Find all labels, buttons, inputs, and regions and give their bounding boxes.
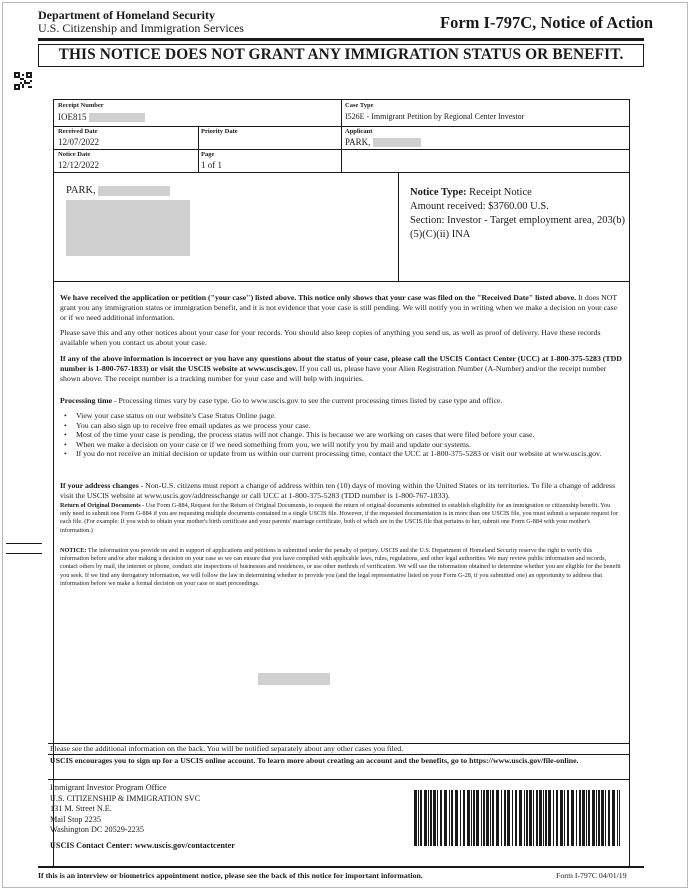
notice-date-value: 12/12/2022 [58,160,100,170]
paragraph-notice-bold: NOTICE: [60,547,87,554]
notice-date-label: Notice Date [58,151,91,158]
notice-type-value: Receipt Notice [469,187,532,198]
list-item: • You can also sign up to receive free email updates as we process your case. [62,421,618,431]
footer-rule [48,754,630,755]
paragraph-notice-rest: The information you provide on and in support of applications and petitions is submitted under the penalty of perjury. USCIS and the U.S. Department of Homeland Security reserve the right to verify this information before and/or after making a decision on your case so we can ensure that you have complied with applicable laws, rules, regulations, and other legal authorities. We may review public information and records, contact others by mail, the internet or phone, conduct site inspections of businesses and residences, or use other methods of verification. We will use the information obtained to determine whether you are eligible for the benefit you seek. If we find any derogatory information, we will follow the law in determining whether to provide you (and the legal representative listed on your Form G-28, if you submitted one) an opportunity to address that information before we make a formal decision on your case or start proceedings. [60,547,621,587]
paragraph-received-bold: We have received the application or petition ("your case") listed above. This notice only shows that your case was filed on the "Received Date" listed above. [60,293,577,302]
paragraph-contact [60,354,622,384]
list-item: • When we make a decision on your case or if we need something from you, we will notify you by mail and update our systems. [62,440,618,450]
margin-mark [6,553,42,554]
paragraph-processing-rest: - Processing times vary by case type. Go to www.uscis.gov to see the current processing times listed by case type and office. [112,396,503,405]
office-line: Washington DC 20529-2235 [50,825,144,834]
form-code: Form I-797C 04/01/19 [556,871,627,880]
notice-type-line [410,186,625,200]
office-line: U.S. CITIZENSHIP & IMMIGRATION SVC [50,793,201,803]
case-type-value: I526E - Immigrant Petition by Regional Center Investor [345,112,525,121]
list-item: • Most of the time your case is pending, the process status will not change. This is because we are working on cases that were filed before your case. [62,430,618,440]
office-line: Mail Stop 2235 [50,814,101,824]
redaction-block [98,186,170,196]
footer-rule [48,779,630,780]
paragraph-address-change-bold: If your address changes [60,481,139,490]
priority-date-label: Priority Date [201,128,238,135]
paragraph-address-change [60,481,622,501]
service-name: U.S. Citizenship and Immigration Services [38,21,244,35]
notice-type-label: Notice Type: [410,187,467,198]
agency-header [38,9,244,35]
bottom-rule [38,866,644,868]
online-account-note: USCIS encourages you to sign up for a USCIS online account. To learn more about creating an account and the benefits, go to https://www.uscis.gov/file-online. [50,756,579,765]
paragraph-notice [60,547,622,588]
page-value: 1 of 1 [201,160,222,170]
paragraph-return-documents-bold: Return of Original Documents [60,502,141,509]
department-name: Department of Homeland Security [38,8,215,22]
paragraph-received-rest: It does NOT grant you any immigration status or immigration benefit, and it is not evidence that your case is still pending. We will notify you in writing when we make a decision on your case or if we need additional information. [60,293,618,322]
applicant-text: PARK, [345,137,371,147]
office-line: 131 M. Street N.E. [50,804,112,813]
applicant-value [345,137,421,147]
recipient-name [66,185,170,196]
office-line: Immigrant Investor Program Office [50,783,167,792]
paragraph-return-documents-rest: - Use Form G-884, Request for the Return of Original Documents, to request the return of original documents submitted to establish eligibility for an immigration or citizenship benefit. You only need to submit one Form G-884 if you are requesting multiple documents contained in a single USCIS file. However, if the requested documentation is in more than one USCIS file, you must submit a separate request for each file. (For example: If you wish to obtain your mother's birth certificate and your parents' marriage certificate, both of which are in the USCIS file that pertains to her, submit one Form G-884 with your mother's information.) [60,502,618,534]
paragraph-return-documents [60,502,622,535]
applicant-label: Applicant [345,128,373,135]
case-type-label: Case Type [345,102,374,109]
received-date-label: Received Date [58,128,98,135]
header-rule [38,38,644,41]
grid-line [53,172,630,173]
paragraph-contact-rest: If you call us, please have your Alien Registration Number (A-Number) and/or the receipt number shown above. The receipt number is a tracking number for your case and will help with inquiries. [60,364,607,383]
notice-type-block [410,186,625,242]
form-title: Form I-797C, Notice of Action [440,13,654,32]
receipt-number-value [58,112,145,122]
margin-mark [6,543,42,544]
recipient-name-text: PARK, [66,185,96,196]
paragraph-contact-bold: If any of the above information is incorrect or you have any questions about the status of your case, please call the USCIS Contact Center (UCC) at 1-800-375-5283 (TDD number is 1-800-767-1833) or visit the USCIS website at www.uscis.gov. [60,354,622,373]
bottom-note: If this is an interview or biometrics appointment notice, please see the back of this notice for important information. [38,871,423,880]
processing-bullets [62,411,618,459]
grid-line [53,281,630,282]
list-item: • View your case status on our website's Case Status Online page. [62,411,618,421]
grid-line [398,172,399,281]
paragraph-processing-bold: Processing time [60,396,113,405]
qr-code-icon [14,72,32,90]
receipt-number-text: IOE815 [58,112,87,122]
office-address [50,783,235,851]
paragraph-address-change-rest: - Non-U.S. citizens must report a change of address within ten (10) days of moving within the United States or its territories. To file a change of address visit the USCIS website at www.uscis.gov/addresschange or call UCC at 1-800-375-5283 (TDD number is 1-800-767-1833). [60,481,616,500]
barcode-icon [414,790,620,846]
grid-line [341,99,342,172]
paragraph-processing [60,396,622,406]
redaction-block [258,673,330,685]
page-label: Page [201,151,215,158]
paragraph-received [60,293,622,323]
paragraph-save: Please save this and any other notices about your case for your records. You should also keep copies of anything you send us, as well as proof of delivery. Have these records available when you contact us about your case. [60,328,601,347]
address-redaction [66,200,190,256]
grid-line [198,126,199,172]
received-date-value: 12/07/2022 [58,137,100,147]
status-banner: THIS NOTICE DOES NOT GRANT ANY IMMIGRATION STATUS OR BENEFIT. [38,44,644,67]
redaction-block [373,138,421,147]
redaction-block [89,113,145,122]
section-info: Section: Investor - Target employment area, 203(b)(5)(C)(ii) INA [410,215,625,240]
additional-info-note: Please see the additional information on the back. You will be notified separately about any other cases you filed. [50,744,404,753]
list-item: • If you do not receive an initial decision or update from us within our current processing time, contact the UCC at 1-800-375-5283 or visit our website at www.uscis.gov. [62,449,618,459]
amount-received: Amount received: $3760.00 U.S. [410,201,549,212]
receipt-number-label: Receipt Number [58,102,104,109]
contact-center: USCIS Contact Center: www.uscis.gov/contactcenter [50,840,235,850]
